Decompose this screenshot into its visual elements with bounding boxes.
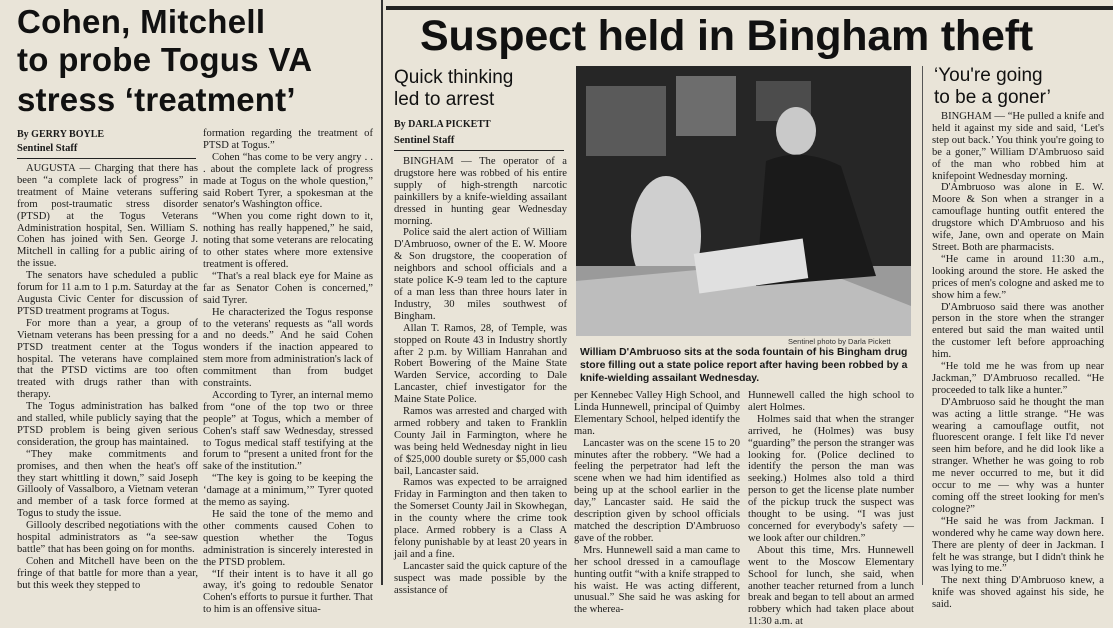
drugstore-photo [576, 66, 911, 336]
right-cola-para: Ramos was expected to be arraigned Friday in Farmington and then taken to the Somerset County Jail in Skowhegan, in the county where the crime took place. Armed robbery is a Class A felony punishable by at least 20 years in jail and a fine. [394, 477, 567, 560]
right-byline-rule [394, 150, 564, 151]
right-headline: Suspect held in Bingham theft [420, 12, 1033, 60]
left-col1-para: “They make commitments and promises, and then when the heat's off they start whittling it down,” said Joseph Gillooly of Vassalboro, a Vietnam veteran and member of a task force formed at Togus to study the issue. [17, 448, 198, 520]
sidebar-para: D'Ambruoso said there was another person in the store when the stranger entered but said the man waited until the customer left before approaching him. [932, 301, 1104, 361]
left-col2-para: Cohen “has come to be very angry . . . about the complete lack of progress made at Togus on the whole question,” said Robert Tyrer, a spokesman at the senator's Washington office. [203, 151, 373, 211]
left-col2-para: “If their intent is to have it all go away, it's going to redouble Senator Cohen's efforts to pursue it further. That to him is an offensive situa- [203, 568, 373, 616]
right-colb-para: Lancaster was on the scene 15 to 20 minutes after the robbery. “We had a feeling the perpetrator had left the scene when we had him identified as being up at the school earlier in the day,” Lancaster said. He said the description given by school officials matched the description D'Ambruoso gave of the robber. [574, 437, 740, 544]
sidebar-para: D'Ambruoso said he thought the man was acting a little strange. “He was wearing a camouflage outfit, not fluorescent orange. I felt like I'd never seen him before, and he did look like a stranger. Whether he was going to rob me never occurred to me, but it did occur to me — why was a hunter coming off the street looking for men's cologne?” [932, 396, 1104, 515]
right-colc-para: About this time, Mrs. Hunnewell went to the Moscow Elementary School for lunch, she said, when another teacher returned from a lunch break and began to tell about an armed robbery which had taken place about 11:30 a.m. at [748, 544, 914, 628]
sidebar-para: “He came in around 11:30 a.m., looking around the store. He asked the prices of men's cologne and asked me to show him a few.” [932, 253, 1104, 301]
left-column-2 [203, 128, 373, 616]
sidebar-deck-line-1: ‘You're going [934, 65, 1043, 86]
sidebar-deck-line-2: to be a goner’ [934, 87, 1051, 108]
right-cola-para: Police said the alert action of William D'Ambruoso, owner of the E. W. Moore & Son drugstore, the cooperation of neighbors and school officials and a state police K-9 team led to the capture of a man less than three hours later in Industry, 30 miles southwest of Bingham. [394, 227, 567, 322]
left-col2-para: formation regarding the treatment of PTSD at Togus.” [203, 128, 373, 151]
left-col2-para: According to Tyrer, an internal memo from “one of the top two or three people” at Togus, which a member of Cohen's staff saw Wednesday, stressed to Togus medical staff testifying at the forum to “present a united front for the sake of the institution.” [203, 389, 373, 473]
left-headline-line-1: Cohen, Mitchell [17, 3, 266, 40]
left-col1-para: AUGUSTA — Charging that there has been “a complete lack of progress” in treatment of Maine veterans suffering from post-traumatic stress disorder (PTSD) at the Togus Veterans Administration hospital, Sen. William S. Cohen has joined with Sen. George J. Mitchell in calling for a public airing of the issue. [17, 163, 198, 270]
left-column-1 [17, 163, 198, 591]
left-headline-line-2: to probe Togus VA [17, 41, 313, 78]
right-colc-para: Hunnewell called the high school to alert Holmes. [748, 390, 914, 413]
left-col1-para: Gillooly described negotiations with the hospital administrators as “a see-saw battle” that has been going on for months. [17, 520, 198, 555]
left-col1-para: The senators have scheduled a public forum for 11 a.m to 1 p.m. Saturday at the Augusta Civic Center for discussion of PTSD treatment programs at Togus. [17, 270, 198, 317]
right-cola-para: BINGHAM — The operator of a drugstore here was robbed of his entire supply of high-strength narcotic painkillers by a knife-wielding assailant dressed in hunting gear Wednesday morning. [394, 156, 567, 227]
sidebar-para: “He said he was from Jackman. I wondered why he came way down here. There are plenty of deer in Jackman. I felt he was strange, but I didn't think he was lying to me.” [932, 515, 1104, 575]
left-col1-para: For more than a year, a group of Vietnam veterans has been pressing for a PTSD treatment center at the Togus hospital. The veterans have complained that the PTSD victims are too often treated with drugs rather than with therapy. [17, 317, 198, 401]
left-col1-para: Cohen and Mitchell have been on the fringe of that battle for more than a year, but this week they stepped to [17, 555, 198, 591]
right-column-b [574, 390, 740, 616]
sidebar-column [932, 111, 1104, 611]
right-deck-line-2: led to arrest [394, 89, 495, 110]
right-deck-line-1: Quick thinking [394, 67, 514, 88]
right-staff-line: Sentinel Staff [394, 135, 455, 146]
left-byline-rule [17, 158, 196, 159]
right-cola-para: Lancaster said the quick capture of the suspect was made possible by the assistance of [394, 560, 567, 596]
left-col1-para: The Togus administration has balked and stalled, while publicly saying that the PTSD problem is being given serious consideration, the group has maintained. [17, 401, 198, 448]
left-col2-para: “That's a real black eye for Maine as far as Senator Cohen is concerned,” said Tyrer. [203, 270, 373, 306]
story-divider [381, 0, 383, 585]
sidebar-divider [922, 66, 923, 585]
right-colb-para: per Kennebec Valley High School, and Linda Hunnewell, principal of Quimby Elementary School, helped identify the man. [574, 390, 740, 437]
sidebar-para: “He told me he was from up near Jackman,” D'Ambruoso recalled. “He proceeded to talk like a hunter.” [932, 361, 1104, 396]
photo-credit: Sentinel photo by Darla Pickett [788, 337, 891, 346]
left-col2-para: “When you come right down to it, nothing has really happened,” he said, noting that some veterans are relocating to other states where more extensive treatment is offered. [203, 211, 373, 270]
sidebar-para: The next thing D'Ambruoso knew, a knife was shoved against his side, he said. [932, 575, 1104, 611]
sidebar-para: D'Ambruoso was alone in E. W. Moore & Son when a stranger in a camouflage hunting outfit entered the drugstore which D'Ambruoso and his wife, Jane, own and operate on Main Street. Both are pharmacists. [932, 182, 1104, 253]
right-colb-para: Mrs. Hunnewell said a man came to her school dressed in a camouflage hunting outfit “with a knife strapped to his waist. He was acting different, unusual.” She said he was asking for the wherea- [574, 544, 740, 616]
left-headline-line-3: stress ‘treatment’ [17, 81, 296, 118]
left-byline: By GERRY BOYLE [17, 129, 105, 140]
right-column-c [748, 390, 914, 628]
left-staff-line: Sentinel Staff [17, 143, 78, 154]
photo-illustration-icon [576, 66, 911, 336]
photo-caption: William D'Ambruoso sits at the soda fountain of his Bingham drug store filling out a state police report after having been robbed by a knife-wielding assailant Wednesday. [580, 347, 908, 384]
right-cola-para: Allan T. Ramos, 28, of Temple, was stopped on Route 43 in Industry shortly after 2 p.m. by William Hanrahan and Robert Bowering of the Maine State Warden Service, according to Dale Lancaster, chief investigator for the Maine State Police. [394, 322, 567, 406]
left-col2-para: “The key is going to be keeping the ‘damage at a minimum,’” Tyrer quoted the memo as saying. [203, 473, 373, 509]
right-colc-para: Holmes said that when the stranger arrived, he (Holmes) was busy “guarding” the person the stranger was looking for. (Police declined to identify the person the man was seeking.) Holmes also told a third person to get the license plate number of the pickup truck the suspect was thought to be using. “I was just concerned for everybody's safety — we look after our children.” [748, 413, 914, 544]
right-cola-para: Ramos was arrested and charged with armed robbery and taken to Franklin County Jail in Farmington, where he was being held Wednesday night in lieu of $25,000 double surety or $5,000 cash bail, Lancaster said. [394, 406, 567, 477]
left-col2-para: He characterized the Togus response to the veterans' requests as “all words and no deeds.” And he said Cohen wonders if the inaction appeared to stem more from administration's lack of commitment than from budget constraints. [203, 306, 373, 390]
left-col2-para: He said the tone of the memo and other comments caused Cohen to question whether the Togus administration is sincerely interested in the PTSD problem. [203, 509, 373, 568]
sidebar-para: BINGHAM — “He pulled a knife and held it against my side and said, ‘Let's step out back.’ You think you're going to be a goner,” William D'Ambruoso said of the man who robbed him at knifepoint Wednesday morning. [932, 111, 1104, 182]
right-byline: By DARLA PICKETT [394, 119, 491, 130]
right-column-a [394, 156, 567, 596]
